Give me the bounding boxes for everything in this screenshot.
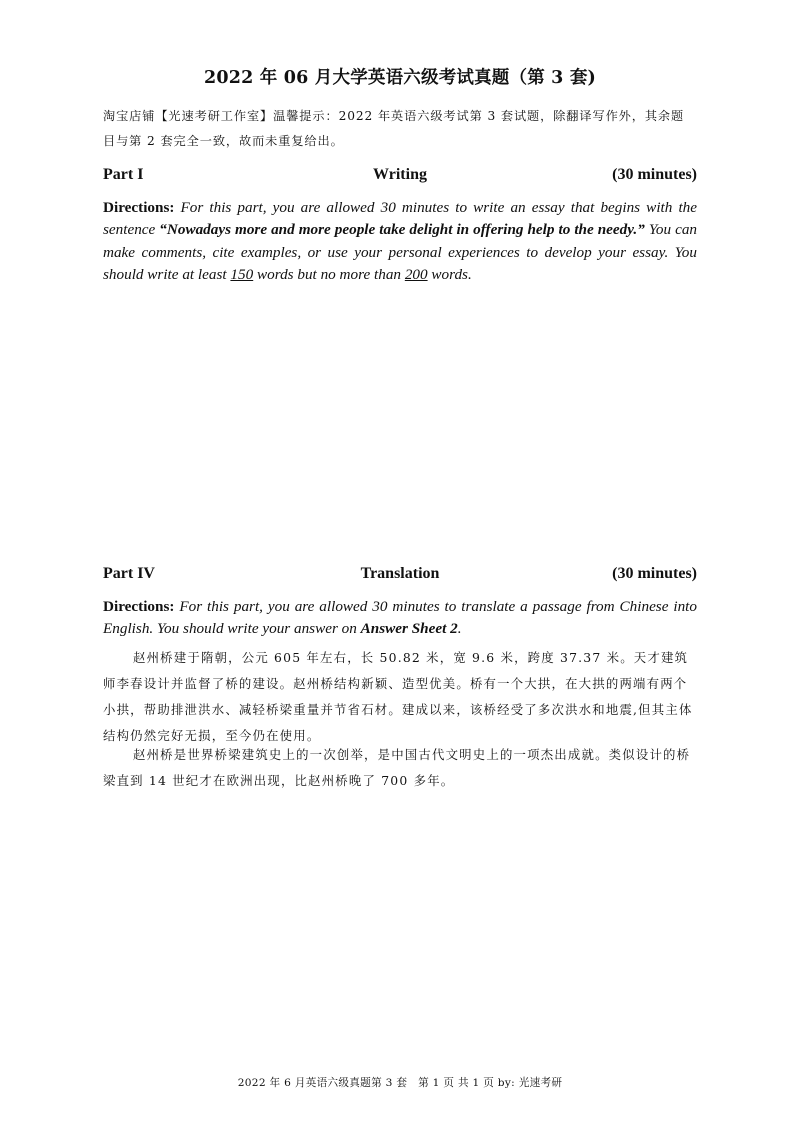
part1-name: Part I	[103, 166, 144, 183]
answer-sheet-ref: Answer Sheet 2	[360, 620, 458, 638]
min-word-count: 150	[230, 266, 254, 284]
part1-time: (30 minutes)	[612, 166, 697, 183]
part4-header	[103, 565, 697, 587]
part4-time: (30 minutes)	[612, 565, 697, 582]
page-title: 2022 年 06 月大学英语六级考试真题（第 3 套)	[203, 68, 597, 88]
part1-section: Writing	[373, 166, 427, 183]
directions-text: words.	[427, 266, 472, 284]
part4-name: Part IV	[103, 565, 155, 582]
directions-text: For this part, you are allowed 30 minutes to translate a passage from Chinese into English. You should write your answer on	[103, 598, 697, 638]
directions-text: .	[457, 620, 462, 638]
store-notice: 淘宝店铺【光速考研工作室】温馨提示：2022 年英语六级考试第 3 套试题，除翻译写作外，其余题目与第 2 套完全一致，故而未重复给出。	[103, 109, 685, 148]
max-word-count: 200	[404, 266, 428, 284]
part1-directions	[103, 197, 697, 287]
part4-directions	[103, 596, 697, 641]
directions-text: You can make comments, cite examples, or use your personal experiences to develop your essay. You should write at least	[103, 221, 698, 284]
part1-header	[103, 166, 697, 188]
directions-label: Directions:	[103, 199, 175, 216]
translation-paragraph-1: 赵州桥建于隋朝，公元 605 年左右，长 50.82 米，宽 9.6 米，跨度 37.37 米。天才建筑师李春设计并监督了桥的建设。赵州桥结构新颖、造型优美。桥有一个大拱，在大拱的两端有两个小拱，帮助排泄洪水、减轻桥梁重量并节省石材。建成以来，该桥经受了多次洪水和地震,但其主体结构仍然完好无损，至今仍在使用。	[103, 650, 693, 743]
essay-prompt-quote: “Nowadays more and more people take delight in offering help to the needy.”	[159, 221, 645, 239]
directions-text: For this part, you are allowed 30 minutes to write an essay that begins with the sentence	[103, 199, 697, 239]
part4-section: Translation	[360, 565, 440, 582]
directions-text: words but no more than	[253, 266, 405, 284]
page-footer: 2022 年 6 月英语六级真题第 3 套 第 1 页 共 1 页 by: 光速考研	[237, 1077, 563, 1089]
directions-label: Directions:	[103, 598, 175, 615]
translation-paragraph-2: 赵州桥是世界桥梁建筑史上的一次创举，是中国古代文明史上的一项杰出成就。类似设计的桥梁直到 14 世纪才在欧洲出现，比赵州桥晚了 700 多年。	[103, 747, 691, 788]
exam-page	[103, 0, 697, 1132]
